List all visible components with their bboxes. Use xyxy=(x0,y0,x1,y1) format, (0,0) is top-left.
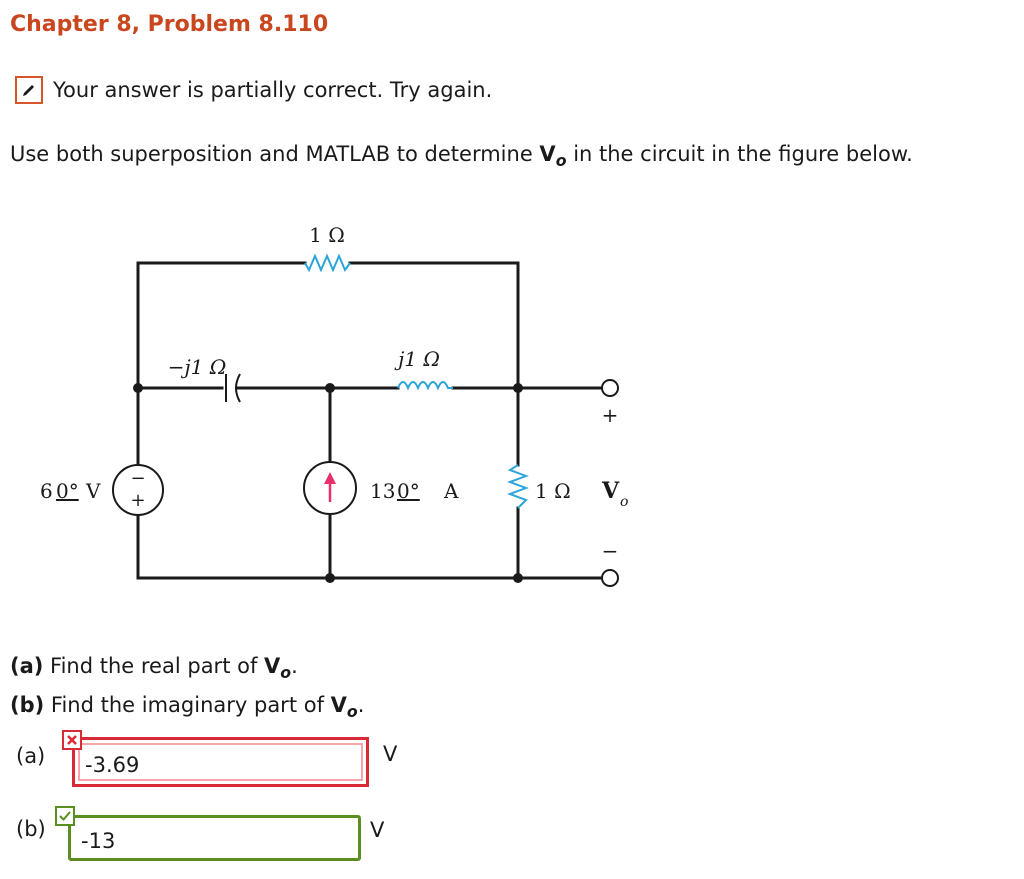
answer-a-unit: V xyxy=(383,742,398,766)
label-vsrc-angle: 0° xyxy=(56,479,79,503)
label-isrc-unit: A xyxy=(444,479,459,503)
answer-b-input[interactable] xyxy=(68,815,361,861)
label-r-right: 1 Ω xyxy=(535,479,571,503)
label-out-sub: o xyxy=(620,494,629,510)
status-message xyxy=(15,76,492,104)
question-a: (a) Find the real part of $V_o$. xyxy=(10,654,298,683)
resistor-right xyxy=(510,465,526,508)
problem-text-after: in the circuit in the figure below. xyxy=(566,142,913,166)
resistor-top xyxy=(305,256,350,270)
question-list xyxy=(10,650,364,728)
problem-var: $V_o$ xyxy=(539,142,567,171)
problem-text-before: Use both superposition and MATLAB to determine xyxy=(10,142,540,166)
label-r-top: 1 Ω xyxy=(309,223,345,247)
inductor xyxy=(398,382,453,388)
label-isrc-mag: 13 xyxy=(370,479,396,503)
label-vsrc-unit: V xyxy=(86,479,101,503)
answer-b-unit: V xyxy=(370,818,385,842)
circuit-diagram xyxy=(0,200,680,600)
label-ind: j1 Ω xyxy=(398,347,440,371)
answer-a-input[interactable] xyxy=(72,737,369,787)
answer-b-label: (b) xyxy=(16,817,46,841)
status-text: Your answer is partially correct. Try again. xyxy=(53,78,493,102)
page-title: Chapter 8, Problem 8.110 xyxy=(10,12,329,37)
terminal-bottom xyxy=(602,570,618,586)
label-src-plus: + xyxy=(130,490,146,511)
question-b: (b) Find the imaginary part of $V_o$. xyxy=(10,693,365,722)
label-out-var: V xyxy=(602,478,620,504)
label-isrc-angle: 0° xyxy=(397,479,420,503)
problem-statement xyxy=(10,142,913,170)
incorrect-icon xyxy=(62,730,82,750)
label-plus: + xyxy=(601,403,619,427)
terminal-top xyxy=(602,380,618,396)
answer-a-label: (a) xyxy=(16,744,46,768)
pencil-icon xyxy=(15,76,43,104)
correct-icon xyxy=(55,806,75,826)
label-minus: − xyxy=(601,539,619,563)
label-vsrc-mag: 6 xyxy=(40,479,53,503)
label-cap: −j1 Ω xyxy=(167,355,227,379)
label-src-minus: − xyxy=(130,468,146,489)
